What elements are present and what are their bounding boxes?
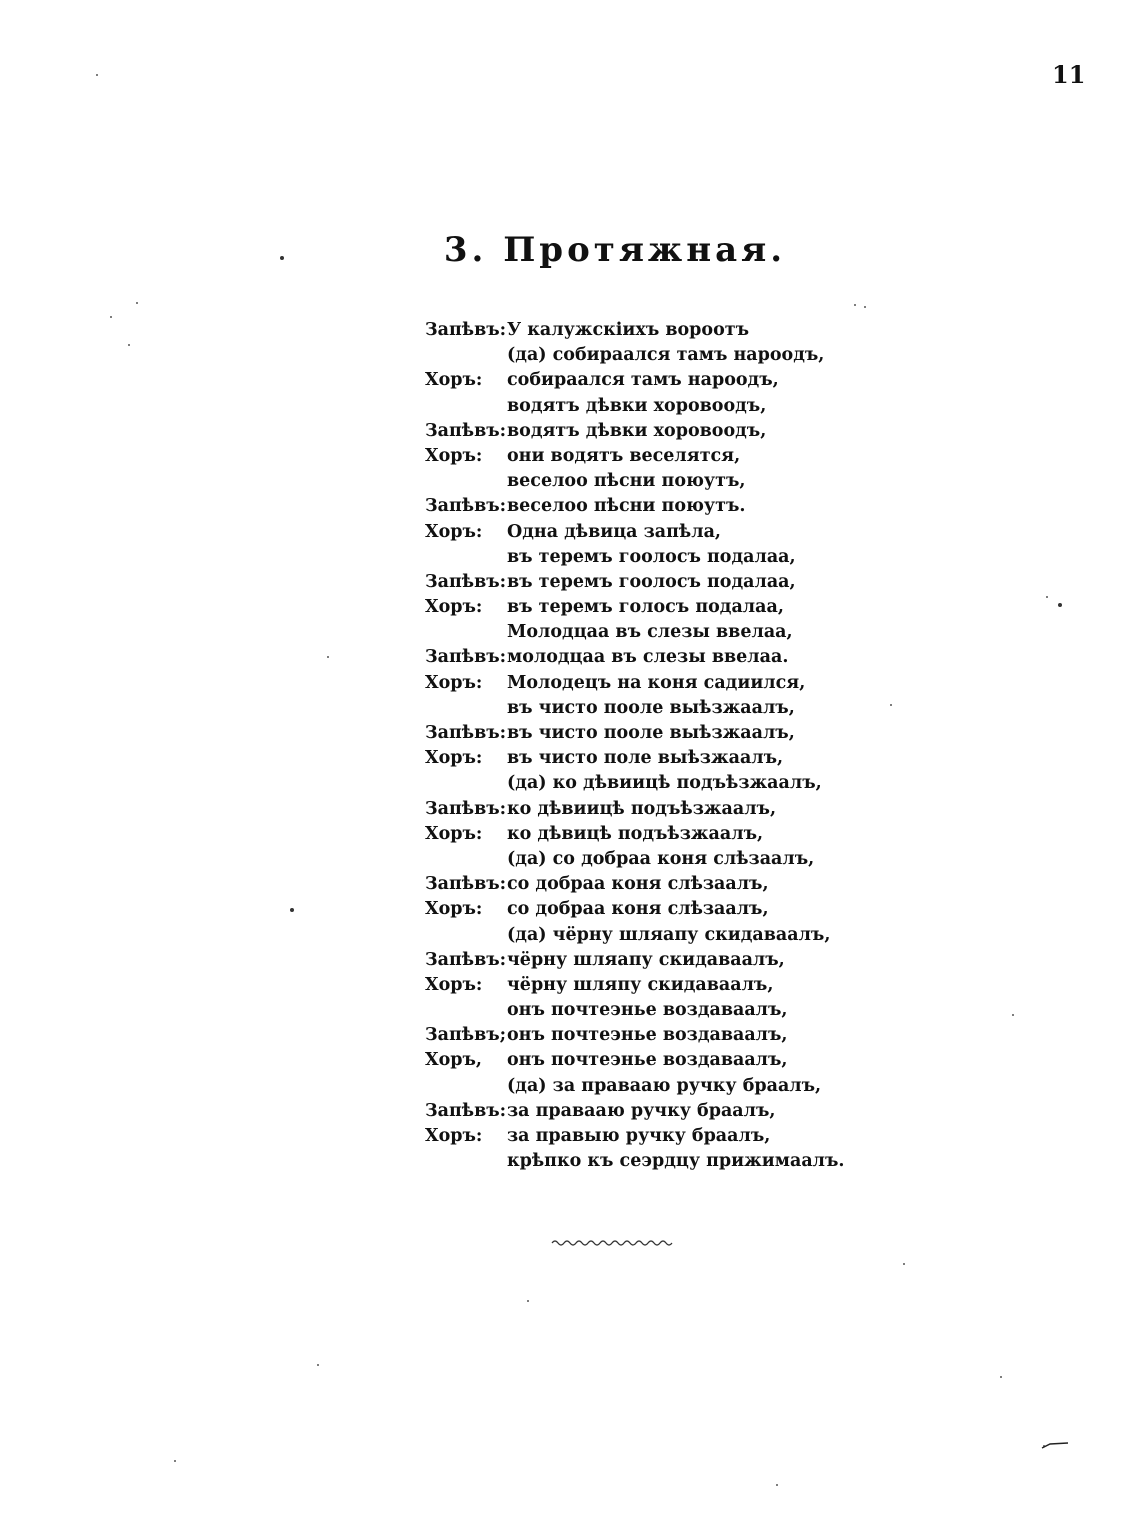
speaker-label: Хоръ: <box>425 974 483 995</box>
lyric-line <box>425 570 985 595</box>
lyric-line <box>425 595 985 620</box>
lyric-line <box>425 897 985 922</box>
verse-text: въ чисто пооле выѣзжаалъ, <box>507 697 795 718</box>
scan-speck <box>864 306 866 308</box>
scan-speck <box>1058 603 1062 607</box>
verse-text: въ теремъ гоолосъ подалаа, <box>507 546 796 567</box>
verse-text: (да) за праваaю ручку браалъ, <box>507 1075 822 1096</box>
verse-text: чёрну шляпу скидаваалъ, <box>507 974 774 995</box>
verse-text: (да) ко дѣвиицѣ подъѣзжаалъ, <box>507 773 822 794</box>
speaker-label: Хоръ: <box>425 445 483 466</box>
verse-text: за праваaю ручку браалъ, <box>507 1100 776 1121</box>
lyric-line <box>425 1074 985 1099</box>
speaker-label: Запѣвъ: <box>425 320 507 340</box>
speaker-label: Запѣвъ: <box>425 420 507 441</box>
lyric-line <box>425 771 985 796</box>
verse-text: собираался тамъ нароодъ, <box>507 370 779 391</box>
verse-text: веселоо пѣсни поюутъ. <box>507 496 746 517</box>
lyric-line <box>425 1023 985 1048</box>
lyric-line <box>425 671 985 696</box>
lyric-line <box>425 1099 985 1124</box>
speaker-label: Хоръ: <box>425 597 483 618</box>
lyric-line <box>425 948 985 973</box>
speaker-label: Хоръ: <box>425 521 483 542</box>
speaker-label: Запѣвъ: <box>425 874 507 895</box>
speaker-label: Запѣвъ: <box>425 571 507 592</box>
lyric-line <box>425 620 985 645</box>
lyric-line <box>425 923 985 948</box>
verse-text: онъ почтеэнье воздаваалъ, <box>507 1050 788 1071</box>
scan-speck <box>527 1300 529 1302</box>
scan-speck <box>128 344 130 346</box>
lyric-line <box>425 998 985 1023</box>
verse-text: У калужскіихъ вороотъ <box>507 320 750 340</box>
verse-text: Молодецъ на коня садиился, <box>507 672 806 693</box>
speaker-label: Запѣвъ: <box>425 647 507 668</box>
verse-text: водятъ дѣвки хоровоодъ, <box>507 395 767 416</box>
lyric-line <box>425 394 985 419</box>
verse-text: (да) со добраа коня слѣзаалъ, <box>507 848 815 869</box>
lyric-line <box>425 847 985 872</box>
verse-text: ко дѣвицѣ подъѣзжаалъ, <box>507 823 764 844</box>
lyric-line <box>425 419 985 444</box>
verse-text: въ чисто пооле выѣзжаалъ, <box>507 723 795 743</box>
verse-text: они водятъ веселятся, <box>507 445 741 466</box>
speaker-label: Хоръ, <box>425 1050 483 1071</box>
lyric-line <box>425 746 985 771</box>
speaker-label: Хоръ: <box>425 1126 483 1146</box>
lyric-line <box>425 368 985 393</box>
verse-text: Молодцаа въ слезы ввелаа, <box>507 622 793 643</box>
speaker-label: Запѣвъ: <box>425 1100 507 1121</box>
scan-speck <box>1000 1376 1002 1378</box>
lyrics-block <box>425 318 985 1174</box>
page-number: 11 <box>1052 60 1086 89</box>
verse-text: чёрну шляапу скидаваалъ, <box>507 949 785 970</box>
speaker-label: Хоръ: <box>425 748 483 769</box>
verse-text: водятъ дѣвки хоровоодъ, <box>507 420 767 441</box>
lyric-line <box>425 797 985 822</box>
scan-speck <box>317 1364 319 1366</box>
speaker-label: Хоръ: <box>425 370 483 391</box>
verse-text: онъ почтеэнье воздаваалъ, <box>507 1000 788 1021</box>
speaker-label: Запѣвъ; <box>425 1025 507 1046</box>
verse-text: веселоо пѣсни поюутъ, <box>507 471 746 492</box>
lyric-line <box>425 696 985 721</box>
wavy-rule-line <box>552 1241 672 1245</box>
scan-speck <box>1046 596 1048 598</box>
verse-text: въ теремъ гоолосъ подалаа, <box>507 571 796 592</box>
wavy-rule-ornament <box>550 1236 676 1250</box>
scan-speck <box>1012 1014 1014 1016</box>
scan-speck <box>903 1263 905 1265</box>
verse-text: (да) чёрну шляапу скидаваалъ, <box>507 924 831 945</box>
lyric-line <box>425 645 985 670</box>
verse-text: за правыю ручку браалъ, <box>507 1126 771 1146</box>
lyric-line <box>425 1124 985 1149</box>
verse-text: крѣпко къ сеэрдцу прижимаалъ. <box>507 1151 845 1172</box>
verse-text: въ чисто поле выѣзжаалъ, <box>507 748 784 769</box>
song-title: 3. Протяжная. <box>443 230 787 270</box>
lyric-line <box>425 318 985 343</box>
scan-speck <box>110 316 112 318</box>
scan-speck <box>327 656 329 658</box>
lyric-line <box>425 973 985 998</box>
verse-text: (да) собираался тамъ нароодъ, <box>507 345 825 366</box>
scan-speck <box>280 256 284 260</box>
lyric-line <box>425 721 985 746</box>
speaker-label: Запѣвъ: <box>425 949 507 970</box>
speaker-label: Хоръ: <box>425 899 483 920</box>
lyric-line <box>425 343 985 368</box>
scan-speck <box>776 1484 778 1486</box>
lyric-line <box>425 469 985 494</box>
speaker-label: Хоръ: <box>425 672 483 693</box>
speaker-label: Запѣвъ: <box>425 723 507 743</box>
verse-text: онъ почтеэнье воздаваалъ, <box>507 1025 788 1046</box>
scan-speck <box>854 304 856 306</box>
speaker-label: Хоръ: <box>425 823 483 844</box>
speaker-label: Запѣвъ: <box>425 496 507 517</box>
lyric-line <box>425 444 985 469</box>
verse-text: молодцаа въ слезы ввелаа. <box>507 647 789 668</box>
verse-text: со добраа коня слѣзаалъ, <box>507 899 769 920</box>
verse-text: со добраа коня слѣзаалъ, <box>507 874 769 895</box>
scan-speck <box>96 74 98 76</box>
verse-text: Одна дѣвица запѣла, <box>507 521 722 542</box>
scan-speck <box>890 704 892 706</box>
lyric-line <box>425 872 985 897</box>
lyric-line <box>425 822 985 847</box>
scan-speck <box>290 908 294 912</box>
lyric-line <box>425 1149 985 1174</box>
lyric-line <box>425 520 985 545</box>
scan-mark <box>1040 1440 1070 1452</box>
lyric-line <box>425 494 985 519</box>
lyric-line <box>425 1048 985 1073</box>
verse-text: ко дѣвиицѣ подъѣзжаалъ, <box>507 798 777 819</box>
scan-speck <box>136 302 138 304</box>
speaker-label: Запѣвъ: <box>425 798 507 819</box>
verse-text: въ теремъ голосъ подалаа, <box>507 597 784 618</box>
scan-speck <box>174 1460 176 1462</box>
lyric-line <box>425 545 985 570</box>
